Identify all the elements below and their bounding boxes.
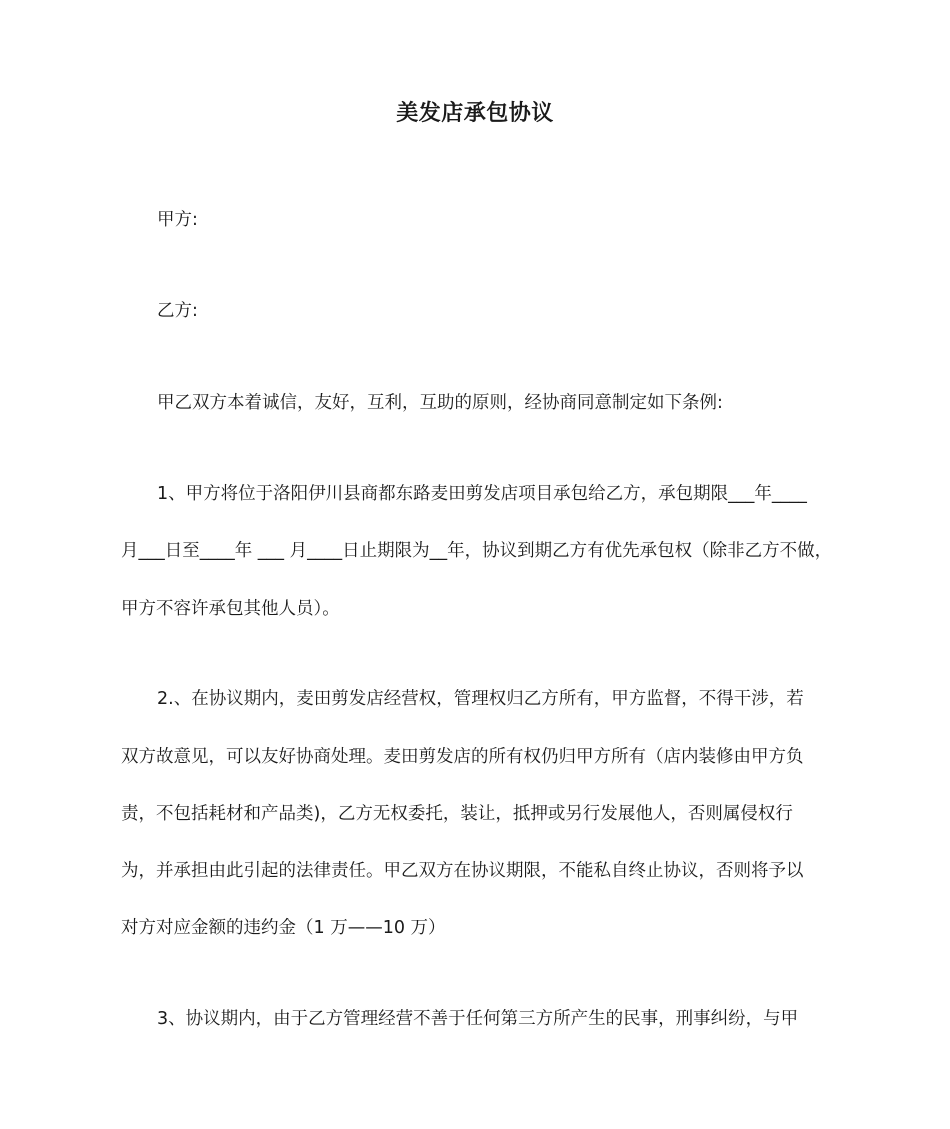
clause-2-line-3: 责，不包括耗材和产品类)，乙方无权委托，装让，抵押或另行发展他人，否则属侵权行 xyxy=(121,804,793,824)
clause-2-line-5: 对方对应金额的违约金（1 万——10 万） xyxy=(121,918,446,938)
document-title: 美发店承包协议 xyxy=(396,101,554,126)
party-a-label: 甲方: xyxy=(157,210,198,230)
clause-1-line-2: 月___日至____年 ___ 月____日止期限为__年，协议到期乙方有优先承包权（除非乙方不做， xyxy=(121,541,833,561)
clause-1-line-1: 1、甲方将位于洛阳伊川县商都东路麦田剪发店项目承包给乙方，承包期限___年____ xyxy=(157,484,807,504)
clause-1-line-3: 甲方不容许承包其他人员）。 xyxy=(121,599,340,619)
clause-2-line-1: 2.、在协议期内，麦田剪发店经营权，管理权归乙方所有，甲方监督，不得干涉，若 xyxy=(157,689,804,709)
party-b-label: 乙方: xyxy=(157,301,198,321)
clause-3-line-1: 3、协议期内，由于乙方管理经营不善于任何第三方所产生的民事，刑事纠纷，与甲 xyxy=(157,1009,799,1029)
clause-2-line-4: 为，并承担由此引起的法律责任。甲乙双方在协议期限，不能私自终止协议，否则将予以 xyxy=(121,861,804,881)
preamble-text: 甲乙双方本着诚信，友好，互利，互助的原则，经协商同意制定如下条例: xyxy=(157,393,723,413)
clause-2-line-2: 双方故意见，可以友好协商处理。麦田剪发店的所有权仍归甲方所有（店内装修由甲方负 xyxy=(121,747,804,767)
